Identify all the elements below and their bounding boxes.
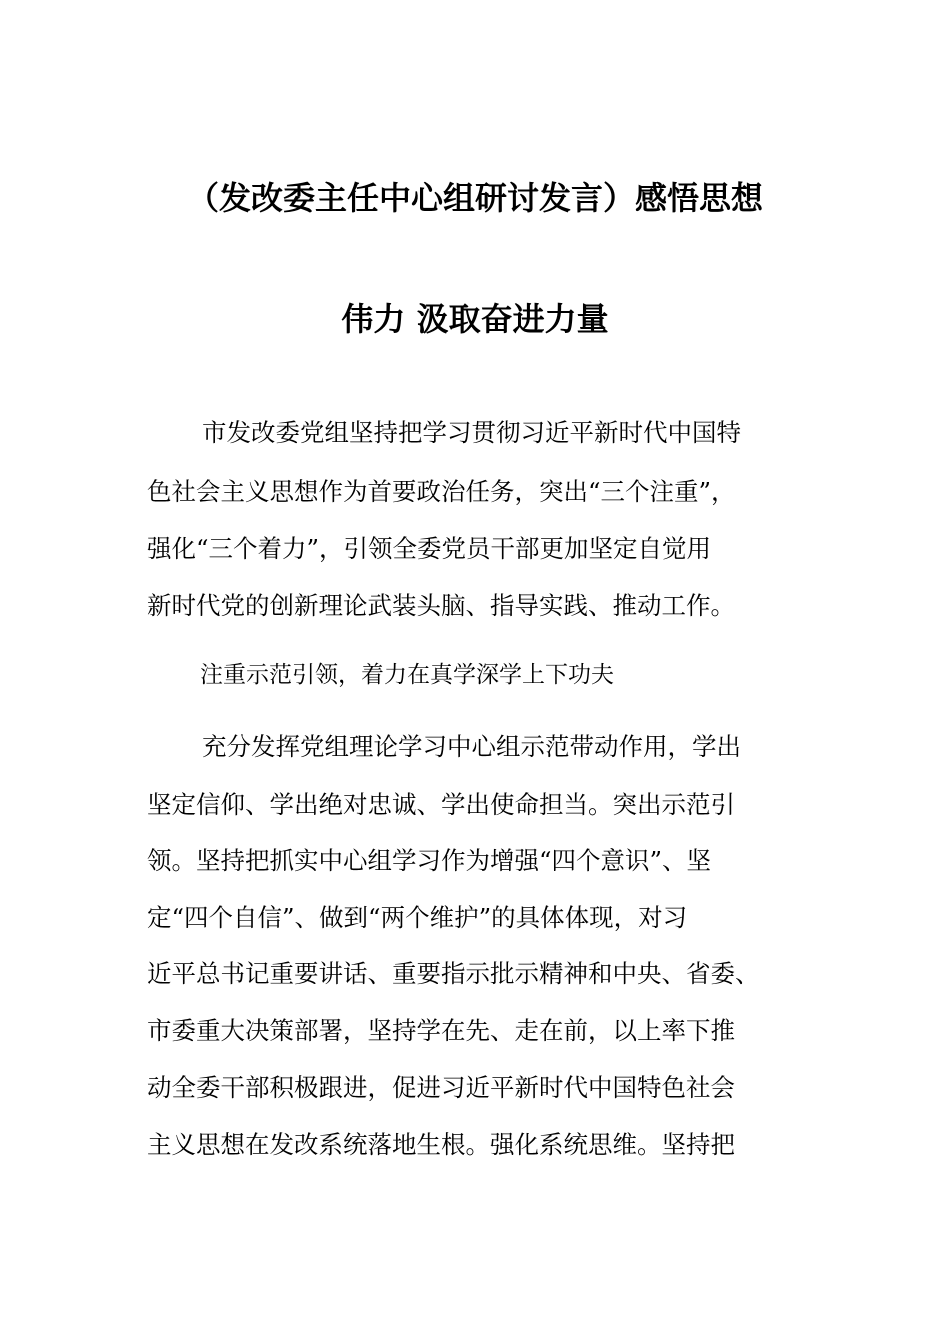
document-title-line-1: （发改委主任中心组研讨发言）感悟思想 (186, 179, 763, 218)
section-heading: 注重示范引领，着力在真学深学上下功夫 (200, 662, 614, 688)
section-line: 动全委干部积极跟进，促进习近平新时代中国特色社会 (147, 1073, 735, 1102)
intro-line: 色社会主义思想作为首要政治任务，突出“三个注重”， (147, 477, 736, 506)
section-line: 市委重大决策部署，坚持学在先、走在前，以上率下推 (147, 1016, 735, 1045)
section-line: 坚定信仰、学出绝对忠诚、学出使命担当。突出示范引 (147, 790, 735, 819)
section-line: 充分发挥党组理论学习中心组示范带动作用，学出 (202, 732, 741, 761)
document-title-line-2: 伟力 汲取奋进力量 (341, 300, 609, 339)
intro-line: 强化“三个着力”，引领全委党员干部更加坚定自觉用 (147, 534, 712, 563)
section-line: 定“四个自信”、做到“两个维护”的具体体现，对习 (147, 903, 688, 932)
section-line: 领。坚持把抓实中心组学习作为增强“四个意识”、坚 (147, 846, 712, 875)
section-line: 主义思想在发改系统落地生根。强化系统思维。坚持把 (147, 1130, 735, 1159)
section-line: 近平总书记重要讲话、重要指示批示精神和中央、省委、 (147, 959, 760, 988)
intro-line: 新时代党的创新理论武装头脑、指导实践、推动工作。 (147, 591, 735, 620)
intro-line: 市发改委党组坚持把学习贯彻习近平新时代中国特 (202, 418, 741, 447)
